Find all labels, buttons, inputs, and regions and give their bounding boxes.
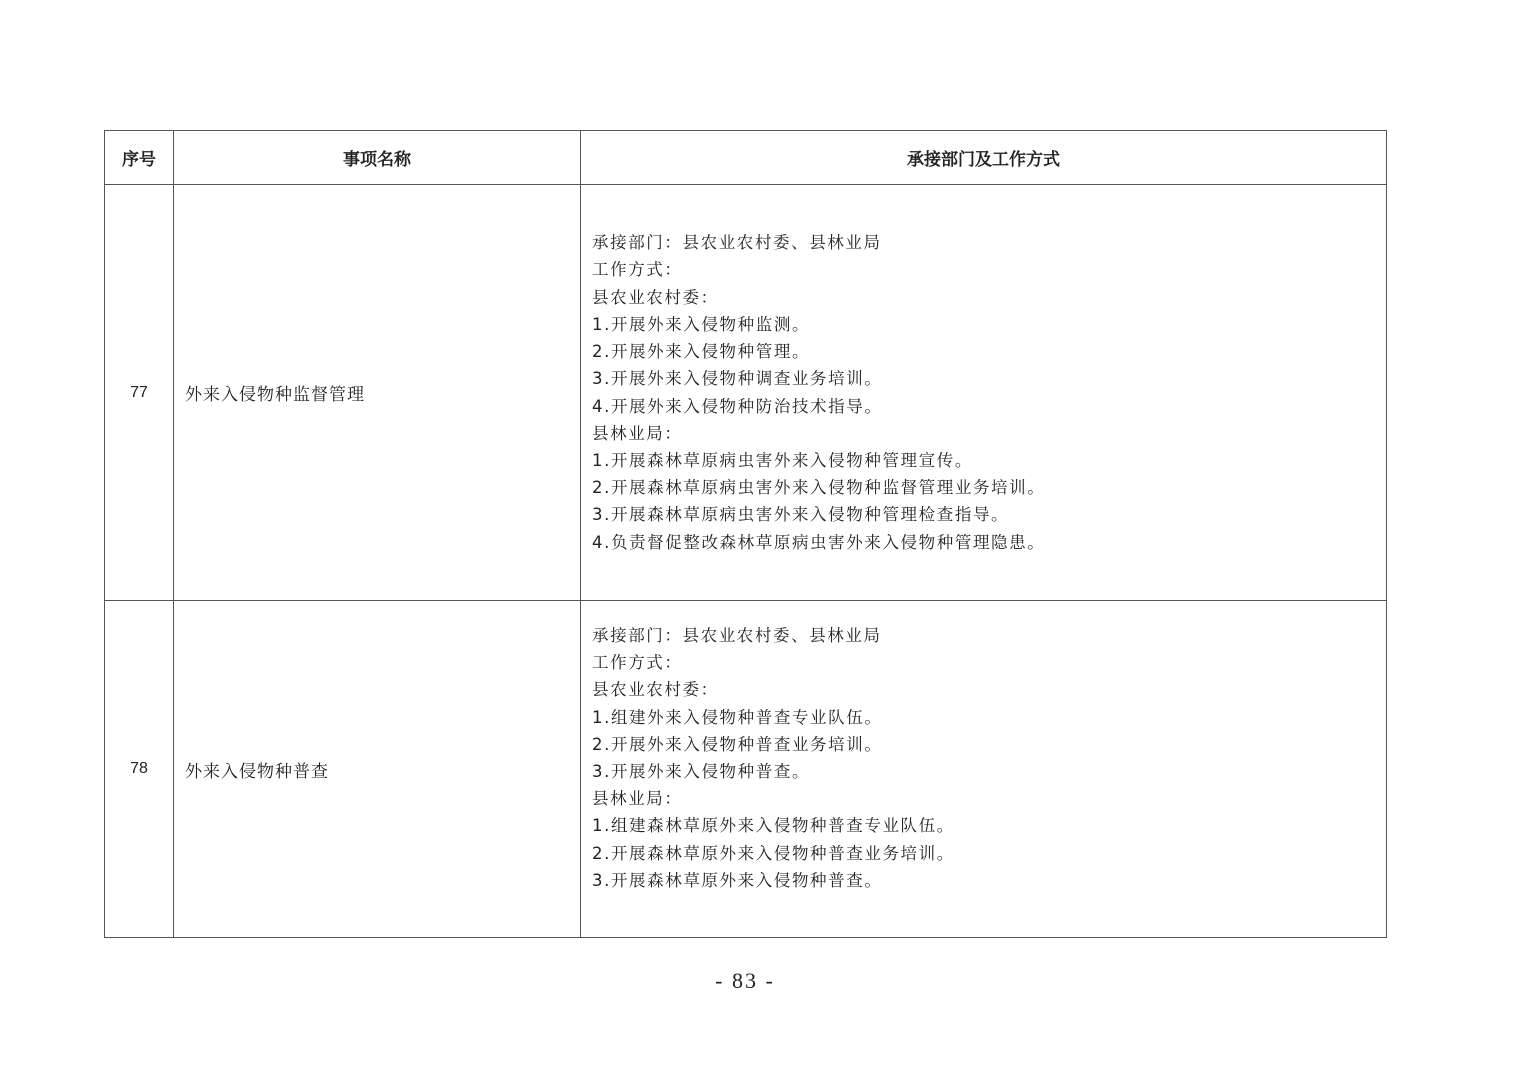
detail-line: 承接部门：县农业农村委、县林业局 <box>592 233 882 253</box>
detail-line: 1.开展森林草原病虫害外来入侵物种管理宣传。 <box>592 450 973 470</box>
task-table <box>104 130 1387 938</box>
row-seq: 78 <box>105 601 174 938</box>
detail-line: 2.开展森林草原病虫害外来入侵物种监督管理业务培训。 <box>592 478 1046 498</box>
detail-line: 3.开展外来入侵物种调查业务培训。 <box>592 369 883 389</box>
detail-line: 1.组建森林草原外来入侵物种普查专业队伍。 <box>592 816 955 836</box>
detail-line: 3.开展外来入侵物种普查。 <box>592 762 811 782</box>
header-name: 事项名称 <box>174 131 581 185</box>
detail-line: 工作方式： <box>592 260 683 280</box>
detail-line: 2.开展外来入侵物种普查业务培训。 <box>592 734 883 754</box>
row-seq: 77 <box>105 185 174 601</box>
detail-line: 承接部门：县农业农村委、县林业局 <box>592 626 882 645</box>
detail-line: 工作方式： <box>592 653 683 673</box>
detail-line: 2.开展森林草原外来入侵物种普查业务培训。 <box>592 843 955 863</box>
table-row <box>105 185 1387 601</box>
row-detail <box>581 185 1387 601</box>
row-name: 外来入侵物种监督管理 <box>174 185 581 601</box>
detail-line: 县林业局： <box>592 789 683 809</box>
detail-line: 3.开展森林草原外来入侵物种普查。 <box>592 870 883 890</box>
header-detail: 承接部门及工作方式 <box>581 131 1387 185</box>
header-seq: 序号 <box>105 131 174 185</box>
detail-line: 1.组建外来入侵物种普查专业队伍。 <box>592 707 883 727</box>
detail-line: 县农业农村委： <box>592 680 719 700</box>
page-number: - 83 - <box>715 968 775 993</box>
detail-line: 县农业农村委： <box>592 287 719 307</box>
row-name: 外来入侵物种普查 <box>174 601 581 938</box>
table-header-row <box>105 131 1387 185</box>
row-detail <box>581 601 1387 938</box>
detail-line: 4.负责督促整改森林草原病虫害外来入侵物种管理隐患。 <box>592 532 1046 552</box>
detail-line: 县林业局： <box>592 423 683 443</box>
detail-line: 1.开展外来入侵物种监测。 <box>592 314 811 334</box>
detail-line: 4.开展外来入侵物种防治技术指导。 <box>592 396 883 416</box>
detail-line: 3.开展森林草原病虫害外来入侵物种管理检查指导。 <box>592 505 1010 525</box>
detail-line: 2.开展外来入侵物种管理。 <box>592 342 811 362</box>
table-row <box>105 601 1387 938</box>
